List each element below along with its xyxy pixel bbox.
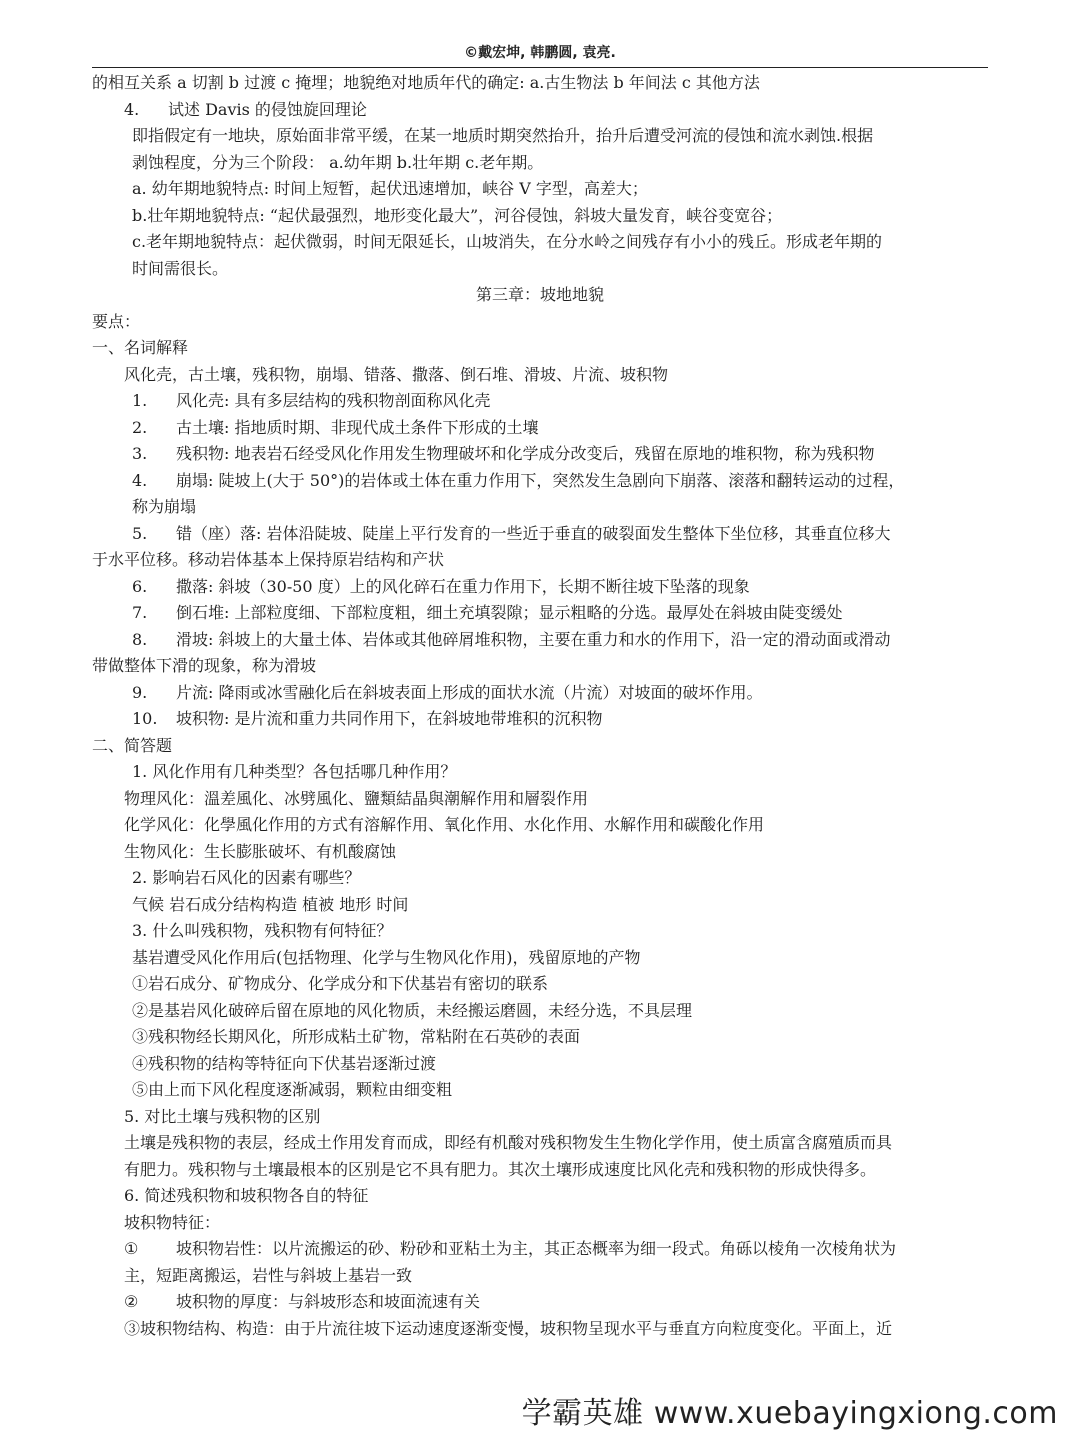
text-line: 时间需很长。 [132,258,229,278]
question-text: 试述 Davis 的侵蚀旋回理论 [168,99,367,119]
item-text: 古土壤: 指地质时期、非现代成土条件下形成的土壤 [176,417,539,437]
question-title: 3. 什么叫残积物，残积物有何特征？ [132,921,393,940]
item-text: 风化壳: 具有多层结构的残积物剖面称风化壳 [176,391,491,410]
definition-item [92,468,988,495]
header-rule [92,67,988,68]
text-line: 带做整体下滑的现象，称为滑坡 [92,656,317,675]
definition-item [92,706,988,733]
answer-line: 主，短距离搬运，岩性与斜坡上基岩一致 [124,1265,413,1285]
text-line: 即指假定有一地块，原始面非常平缓，在某一地质时期突然抬升，抬升后遭受河流的侵蚀和流水剥蚀.根据 [132,126,874,145]
item-number: 7. [132,603,148,622]
answer-line: ⑤由上而下风化程度逐渐减弱，颗粒由细变粗 [132,1080,453,1099]
item-number: 8. [132,629,148,649]
answer-line: 基岩遭受风化作用后(包括物理、化学与生物风化作用)，残留原地的产物 [132,947,641,967]
definition-item [92,600,988,627]
definition-item [92,574,988,601]
answer-line: 土壤是残积物的表层，经成土作用发育而成，即经有机酸对残积物发生生物化学作用，使土质富含腐殖质而具 [124,1133,893,1152]
section-heading: 一、名词解释 [92,338,189,357]
answer-line: 生物风化：生长膨胀破坏、有机酸腐蚀 [124,841,397,861]
answer-line: 有肥力。残积物与土壤最根本的区别是它不具有肥力。其次土壤形成速度比风化壳和残积物的形成快得多。 [124,1159,877,1179]
item-text: 撒落: 斜坡（30-50 度）上的风化碎石在重力作用下，长期不断往坡下坠落的现象 [176,576,750,596]
definition-item [92,521,988,548]
answer-line: 物理风化：溫差風化、冰劈風化、鹽類結晶與潮解作用和層裂作用 [124,788,589,808]
definition-item [92,441,988,468]
answer-item [92,1289,988,1316]
item-text: 滑坡: 斜坡上的大量土体、岩体或其他碎屑堆积物，主要在重力和水的作用下，沿一定的滑动面或滑动 [176,629,891,649]
item-number: 10. [132,709,158,728]
item-number: 3. [132,444,148,463]
item-text: 坡积物岩性：以片流搬运的砂、粉砂和亚粘土为主，其正态概率为细一段式。角砾以棱角一次棱角状为 [176,1239,897,1258]
question-title [92,97,988,124]
terms-list: 风化壳，古土壤，残积物，崩塌、错落、撒落、倒石堆、滑坡、片流、坡积物 [124,364,669,384]
text-line: a. 幼年期地貌特点: 时间上短暂，起伏迅速增加，峡谷 V 字型，高差大； [132,179,648,198]
answer-line: ③残积物经长期风化，所形成粘土矿物，常粘附在石英砂的表面 [132,1027,581,1046]
answer-subheading: 坡积物特征： [124,1212,221,1232]
item-number: 5. [132,523,148,543]
question-title: 1. 风化作用有几种类型？各包括哪几种作用？ [132,762,457,781]
item-number: 4. [132,470,148,490]
answer-line: ②是基岩风化破碎后留在原地的风化物质，未经搬运磨圆，未经分选，不具层理 [132,1000,693,1020]
item-number: ② [124,1292,139,1311]
answer-line: ④残积物的结构等特征向下伏基岩逐渐过渡 [132,1053,437,1073]
section-heading: 二、简答题 [92,735,173,755]
answer-line: ③坡积物结构、构造：由于片流往坡下运动速度逐渐变慢，坡积物呈现水平与垂直方向粒度变化。平面上，近 [124,1318,893,1338]
text-line: b.壮年期地貌特点: “起伏最强烈，地形变化最大”，河谷侵蚀，斜坡大量发育，峡谷变宽谷； [132,205,783,225]
copyright-text: ©戴宏坤, 韩鹏圆, 袁亮. [464,45,616,61]
watermark-footer: 学霸英雄 www.xuebayingxiong.com [521,1396,1058,1431]
answer-line: ①岩石成分、矿物成分、化学成分和下伏基岩有密切的联系 [132,974,549,993]
item-text: 错（座）落: 岩体沿陡坡、陡崖上平行发育的一些近于垂直的破裂面发生整体下坐位移，其垂直位移大 [176,523,891,543]
item-text: 倒石堆: 上部粒度细、下部粒度粗，细土充填裂隙；显示粗略的分选。最厚处在斜坡由陡变缓处 [176,603,843,622]
item-text: 片流: 降雨或冰雪融化后在斜坡表面上形成的面状水流（片流）对坡面的破坏作用。 [176,682,763,702]
text-line: c.老年期地貌特点：起伏微弱，时间无限延长，山坡消失，在分水岭之间残存有小小的残丘。形成老年期的 [132,232,883,251]
item-number: 2. [132,417,148,437]
definition-item [92,627,988,654]
item-number: 9. [132,682,148,702]
item-text: 崩塌: 陡坡上(大于 50°)的岩体或土体在重力作用下，突然发生急剧向下崩落、滚落和翻转运动的过程， [176,470,905,490]
page-header [92,42,988,62]
question-title: 5. 对比土壤与残积物的区别 [124,1106,321,1126]
key-points-heading: 要点： [92,311,141,331]
answer-item [92,1236,988,1263]
item-text: 坡积物的厚度：与斜坡形态和坡面流速有关 [176,1292,481,1311]
question-title: 6. 简述残积物和坡积物各自的特征 [124,1186,369,1205]
chapter-title: 第三章：坡地地貌 [475,285,604,304]
definition-item [92,680,988,707]
item-number: 1. [132,391,148,410]
item-text: 残积物: 地表岩石经受风化作用发生物理破坏和化学成分改变后，残留在原地的堆积物，称为残积物 [176,444,875,463]
item-number: ① [124,1239,139,1258]
definition-item [92,415,988,442]
item-number: 6. [132,576,148,596]
document-body [92,70,988,1342]
text-line: 于水平位移。移动岩体基本上保持原岩结构和产状 [92,550,445,569]
text-line: 的相互关系 a 切割 b 过渡 c 掩埋；地貌绝对地质年代的确定: a.古生物法 b 年间法 c 其他方法 [92,73,760,92]
question-title: 2. 影响岩石风化的因素有哪些？ [132,868,361,887]
item-text: 坡积物: 是片流和重力共同作用下，在斜坡地带堆积的沉积物 [176,709,603,728]
answer-line: 气候 岩石成分结构构造 植被 地形 时间 [132,894,409,914]
definition-item [92,388,988,415]
text-line: 剥蚀程度，分为三个阶段： a.幼年期 b.壮年期 c.老年期。 [132,152,544,172]
answer-line: 化学风化：化學風化作用的方式有溶解作用、氧化作用、水化作用、水解作用和碳酸化作用 [124,815,765,834]
question-number: 4. [124,99,140,119]
text-line: 称为崩塌 [132,497,197,516]
